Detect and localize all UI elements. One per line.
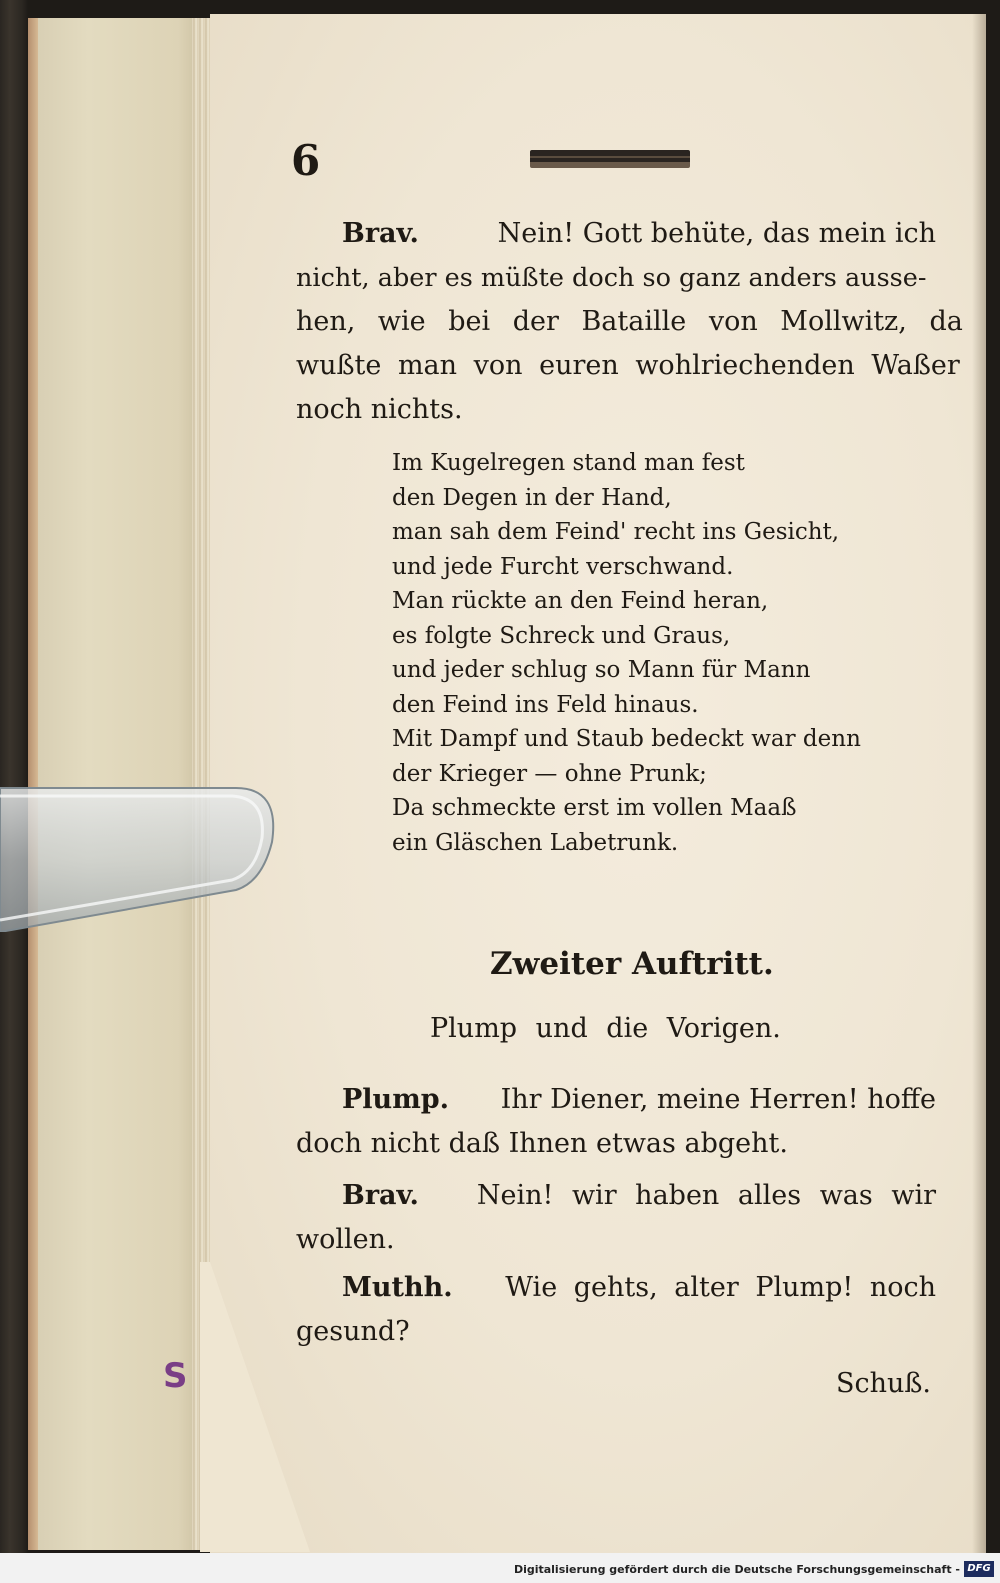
verse-line: ein Gläschen Labetrunk.	[392, 829, 679, 856]
paragraph-3-line-1	[296, 1174, 936, 1218]
verse-line: es folgte Schreck und Graus,	[392, 622, 731, 649]
verse-line: und jeder schlug so Mann für Mann	[392, 657, 811, 683]
paragraph-text: Nein! wir haben alles was wir	[476, 1180, 936, 1211]
paragraph-2-line-1	[296, 1078, 936, 1122]
verse-line: Man rückte an den Feind heran,	[392, 588, 769, 614]
library-stamp-letter: S	[163, 1356, 188, 1396]
speaker-plump: Plump.	[342, 1084, 450, 1115]
page-number: 6	[291, 136, 321, 185]
verse-line: Im Kugelregen stand man fest	[392, 450, 745, 476]
paragraph-4-line-2: gesund?	[296, 1316, 410, 1347]
paragraph-2-line-2: doch nicht daß Ihnen etwas abgeht.	[296, 1128, 788, 1159]
paragraph-4-line-1	[296, 1266, 936, 1310]
paragraph-1-line-4: wußte man von euren wohlriechenden Waßer	[296, 350, 960, 381]
header-ornament-rule	[530, 150, 690, 168]
funding-credit: Digitalisierung gefördert durch die Deutsche Forschungsgemeinschaft -	[513, 1563, 960, 1576]
paragraph-1-line-5: noch nichts.	[296, 394, 463, 425]
paragraph-1-line-2: nicht, aber es müßte doch so ganz anders ausse-	[296, 263, 927, 293]
speaker-brav: Brav.	[342, 1180, 419, 1211]
speaker-muthh: Muthh.	[342, 1272, 453, 1303]
page-clip-holder	[0, 782, 280, 932]
verse-line: den Degen in der Hand,	[392, 484, 672, 511]
catchword: Schuß.	[836, 1368, 932, 1399]
dfg-logo-icon: DFG	[964, 1561, 994, 1577]
paragraph-1-line-1	[296, 212, 936, 256]
verse-line: man sah dem Feind' recht ins Gesicht,	[392, 519, 840, 545]
verse-line: und jede Furcht verschwand.	[392, 553, 734, 580]
paragraph-text: Ihr Diener, meine Herren! hoffe	[500, 1084, 936, 1115]
paragraph-3-line-2: wollen.	[296, 1224, 395, 1255]
verse-line: den Feind ins Feld hinaus.	[392, 691, 699, 718]
verse-line: Mit Dampf und Staub bedeckt war denn	[392, 726, 861, 752]
paragraph-text: Nein! Gott behüte, das mein ich	[497, 218, 936, 249]
paragraph-1-line-3: hen, wie bei der Bataille von Mollwitz, da	[296, 306, 963, 337]
speaker-brav: Brav.	[342, 218, 419, 249]
verse-line: der Krieger — ohne Prunk;	[392, 760, 707, 787]
paragraph-text: Wie gehts, alter Plump! noch	[505, 1272, 936, 1303]
scene-cast: Plump und die Vorigen.	[430, 1013, 781, 1044]
scene-heading: Zweiter Auftritt.	[490, 946, 774, 982]
verse-line: Da schmeckte erst im vollen Maaß	[392, 795, 797, 821]
